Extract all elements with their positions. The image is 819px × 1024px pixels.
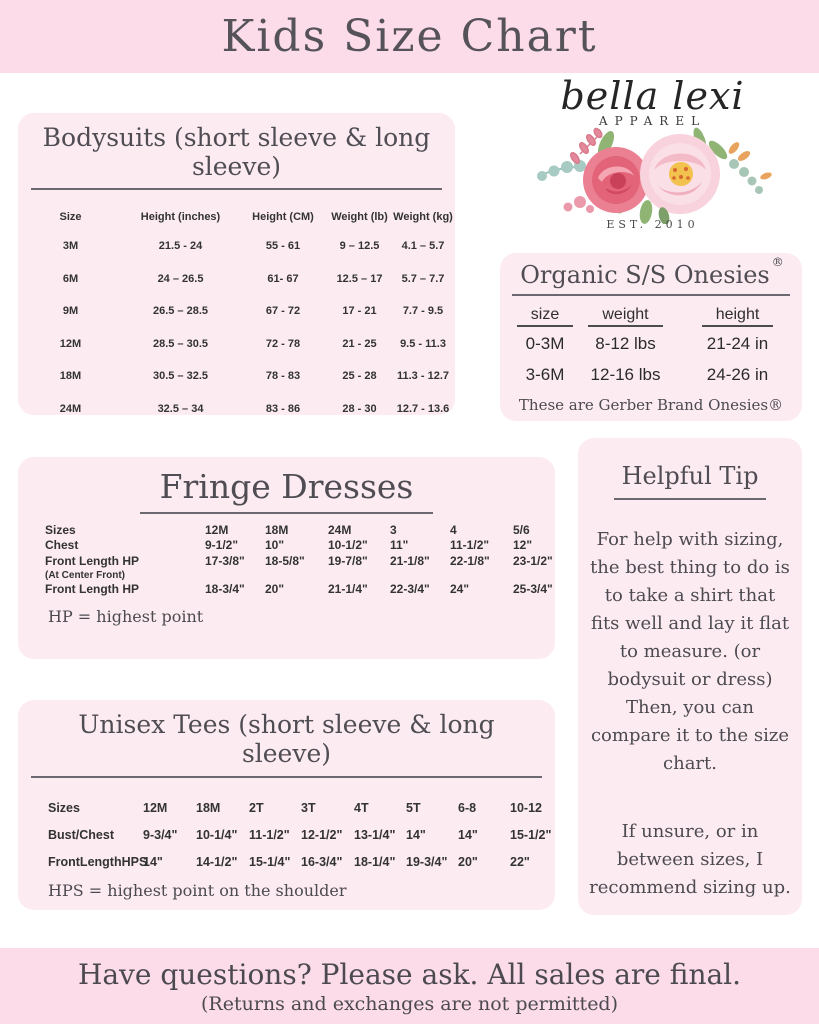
table-cell: 24M (328, 522, 352, 537)
column-header-size: size (517, 306, 573, 327)
table-cell: 9-1/2" (205, 538, 239, 553)
table-cell: 11-1/2" (249, 827, 290, 842)
table-cell: 5/6 (513, 522, 530, 537)
table-cell: 23-1/2" (513, 553, 553, 568)
table-cell: 12M (143, 800, 168, 815)
table-cell: 25-3/4" (513, 582, 553, 597)
table-cell: 78 - 83 (265, 370, 301, 383)
table-cell: 21 - 25 (342, 337, 377, 350)
table-cell: Sizes (45, 522, 76, 537)
table-row (18, 360, 455, 393)
fringe-note: HP = highest point (48, 607, 204, 626)
table-row (500, 359, 802, 390)
column-header-weight-lb: Weight (lb) (331, 211, 388, 223)
unisex-tees-panel (18, 700, 555, 910)
column-header-height: height (702, 306, 774, 327)
column-header-size: Size (59, 211, 82, 223)
table-cell: 12M (205, 522, 229, 537)
table-cell: 21-1/8" (390, 553, 430, 568)
table-cell: 10-1/4" (196, 827, 238, 842)
table-row (18, 569, 555, 582)
table-cell: 22-1/8" (450, 553, 490, 568)
bodysuits-rows (18, 230, 455, 425)
watercolor-flowers-illustration (528, 124, 778, 224)
table-cell: 6M (62, 272, 79, 285)
table-cell: Chest (45, 538, 79, 553)
footer-line-2: (Returns and exchanges are not permitted) (200, 992, 619, 1015)
table-cell: 10-1/2" (328, 538, 368, 553)
table-cell: 11-1/2" (450, 538, 490, 553)
table-cell: 12-16 lbs (590, 364, 661, 384)
table-cell: 18M (265, 522, 289, 537)
table-cell: 9-3/4" (143, 827, 178, 842)
onesies-title: Organic S/S Onesies ® (512, 261, 790, 296)
table-cell: 19-7/8" (328, 553, 368, 568)
table-cell: 18M (59, 370, 82, 383)
helpful-tip-paragraph-1: For help with sizing, the best thing to do is to take a shirt that fits well and lay it flat to measure. (or bodysuit or dress) Then, you can compare it to the size chart. (590, 529, 790, 774)
table-cell: 24-26 in (706, 364, 769, 384)
bodysuits-panel (18, 113, 455, 415)
table-cell: 5.7 – 7.7 (401, 272, 445, 285)
table-cell: 3 (390, 522, 397, 537)
table-cell: 11.3 - 12.7 (397, 370, 449, 383)
brand-logo (505, 76, 800, 252)
table-cell: 14" (406, 827, 426, 842)
table-cell: 12.5 – 17 (336, 272, 383, 285)
brand-name: bella lexi (560, 74, 745, 118)
table-cell: 83 - 86 (265, 402, 301, 415)
onesies-note: These are Gerber Brand Onesies® (518, 396, 784, 414)
table-cell: Bust/Chest (48, 827, 114, 842)
table-cell: 9M (62, 305, 79, 318)
table-cell: Front Length HP (45, 582, 139, 597)
table-cell: 12M (59, 337, 82, 350)
table-row (500, 328, 802, 359)
table-cell: 24 – 26.5 (157, 272, 204, 285)
table-cell: 3T (301, 800, 316, 815)
footer-band (0, 948, 819, 1024)
table-cell: 14-1/2" (196, 854, 238, 869)
table-cell: 8-12 lbs (595, 333, 656, 353)
table-row (18, 538, 555, 554)
table-cell: 55 - 61 (265, 240, 301, 253)
table-cell: 14" (458, 827, 478, 842)
table-cell: 24" (450, 582, 470, 597)
helpful-tip-title: Helpful Tip (578, 462, 802, 500)
table-row (18, 263, 455, 296)
table-row (18, 553, 555, 569)
table-row (18, 393, 455, 426)
column-header-height-inches: Height (inches) (140, 211, 221, 223)
table-cell: Sizes (48, 800, 80, 815)
table-cell: 4.1 – 5.7 (401, 240, 445, 253)
bodysuits-title: Bodysuits (short sleeve & long sleeve) (31, 123, 442, 190)
table-cell: 32.5 – 34 (157, 402, 204, 415)
table-cell: 22-3/4" (390, 582, 430, 597)
table-cell: 26.5 – 28.5 (152, 305, 209, 318)
table-cell: 18-1/4" (354, 854, 396, 869)
table-cell: 25 - 28 (342, 370, 377, 383)
table-cell: 5T (406, 800, 421, 815)
table-cell: 28.5 – 30.5 (152, 337, 209, 350)
fringe-title: Fringe Dresses (18, 467, 555, 514)
table-cell: 20" (265, 582, 285, 597)
table-cell: 14" (143, 854, 163, 869)
table-cell: 2T (249, 800, 264, 815)
table-cell: 18M (196, 800, 221, 815)
table-cell: 15-1/2" (510, 827, 552, 842)
bodysuits-table (18, 204, 455, 425)
table-cell: 67 - 72 (265, 305, 301, 318)
table-row (18, 522, 555, 538)
table-cell: 18-5/8" (265, 553, 305, 568)
table-cell: 12.7 - 13.6 (396, 402, 450, 415)
page-title: Kids Size Chart (221, 11, 598, 62)
table-cell: FrontLengthHPS (48, 854, 148, 869)
helpful-tip-paragraph-2: If unsure, or in between sizes, I recommend sizing up. (589, 821, 791, 898)
table-cell: (At Center Front) (45, 569, 125, 581)
fringe-dresses-panel (18, 457, 555, 659)
table-cell: 28 - 30 (342, 402, 377, 415)
page-title-band (0, 0, 819, 73)
table-cell: 3M (62, 240, 79, 253)
unisex-title: Unisex Tees (short sleeve & long sleeve) (31, 710, 541, 778)
table-cell: 11" (390, 538, 409, 553)
table-cell: 20" (458, 854, 478, 869)
footer-line-1: Have questions? Please ask. All sales are final. (77, 957, 742, 991)
onesies-panel (500, 253, 802, 421)
table-cell: 6-8 (458, 800, 477, 815)
table-cell: 3-6M (525, 364, 565, 384)
column-header-height-cm: Height (CM) (252, 211, 314, 223)
table-cell: 19-3/4" (406, 854, 448, 869)
table-cell: 0-3M (525, 333, 565, 353)
table-cell: 7.7 - 9.5 (402, 305, 444, 318)
table-cell: 16-3/4" (301, 854, 343, 869)
table-cell: 10" (265, 538, 285, 553)
table-cell: 21-24 in (706, 333, 769, 353)
table-cell: 12" (513, 538, 533, 553)
column-header-weight: weight (588, 306, 662, 327)
table-row (18, 230, 455, 263)
table-cell: 12-1/2" (301, 827, 343, 842)
helpful-tip-panel (578, 438, 802, 915)
table-cell: 21.5 - 24 (158, 240, 203, 253)
table-cell: 10-12 (510, 800, 542, 815)
fringe-table (18, 522, 555, 597)
table-cell: Front Length HP (45, 553, 139, 568)
table-cell: 30.5 – 32.5 (152, 370, 209, 383)
table-cell: 9 – 12.5 (339, 240, 380, 253)
table-cell: 24M (59, 402, 82, 415)
registered-trademark: ® (771, 255, 784, 269)
brand-subtitle: APPAREL (598, 114, 707, 128)
unisex-note: HPS = highest point on the shoulder (48, 881, 347, 900)
unisex-table (18, 794, 555, 875)
table-cell: 15-1/4" (249, 854, 291, 869)
bodysuits-header-row (18, 204, 455, 230)
onesies-rows (500, 328, 802, 390)
table-cell: 72 - 78 (265, 337, 301, 350)
table-cell: 9.5 - 11.3 (400, 337, 446, 350)
column-header-weight-kg: Weight (kg) (393, 211, 453, 223)
table-cell: 17 - 21 (342, 305, 377, 318)
table-cell: 21-1/4" (328, 582, 368, 597)
table-cell: 13-1/4" (354, 827, 396, 842)
onesies-header-row (500, 304, 802, 328)
table-row (18, 295, 455, 328)
table-cell: 4T (354, 800, 369, 815)
table-cell: 18-3/4" (205, 582, 245, 597)
table-row (18, 582, 555, 598)
table-cell: 61- 67 (267, 272, 299, 285)
table-cell: 4 (450, 522, 457, 537)
table-cell: 22" (510, 854, 530, 869)
table-cell: 17-3/8" (205, 553, 245, 568)
table-row (18, 821, 555, 848)
table-row (18, 794, 555, 821)
table-row (18, 328, 455, 361)
table-row (18, 848, 555, 875)
brand-established: EST. 2010 (606, 218, 699, 231)
